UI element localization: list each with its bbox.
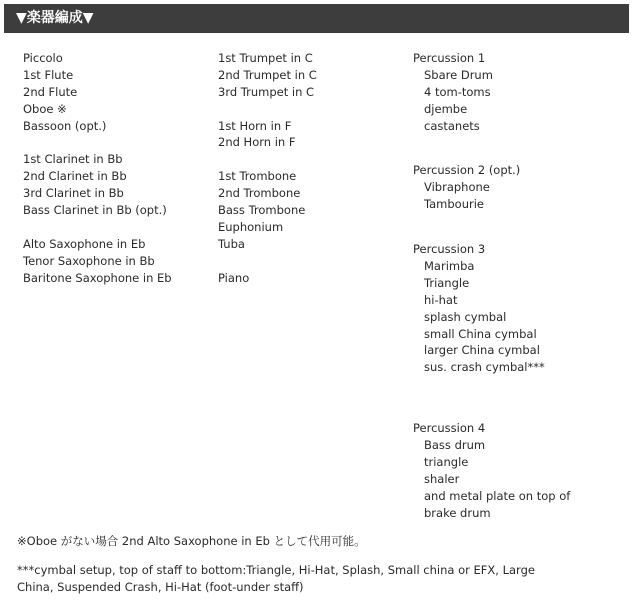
instrument-item: Vibraphone <box>424 180 490 195</box>
instrument-item: Bassoon (opt.) <box>23 118 107 133</box>
instrument-item: triangle <box>424 455 469 470</box>
instrument-item: castanets <box>424 118 480 133</box>
cymbal-footnote-line: ***cymbal setup, top of staff to bottom:Triangle, Hi-Hat, Splash, Small china or EFX, Large <box>17 563 535 577</box>
woodwinds-column <box>23 50 172 286</box>
instrument-item: Piccolo <box>23 51 63 65</box>
instrument-item: 2nd Flute <box>23 84 78 99</box>
instrument-item: Bass Clarinet in Bb (opt.) <box>23 203 167 218</box>
instrument-item: Bass drum <box>424 438 486 453</box>
instrument-item: 3rd Trumpet in C <box>218 84 315 99</box>
percussion-heading: Percussion 3 <box>413 242 486 257</box>
percussion-heading: Percussion 4 <box>413 421 486 436</box>
section-title: ▼楽器編成▼ <box>16 10 94 26</box>
percussion-column <box>413 50 570 522</box>
oboe-footnote: ※Oboe がない場合 2nd Alto Saxophone in Eb として代用可能。 <box>17 534 366 548</box>
instrument-item: Sbare Drum <box>424 67 493 82</box>
instrument-item: 1st Trombone <box>218 169 297 184</box>
instrument-item: small China cymbal <box>424 326 537 341</box>
instrument-item: brake drum <box>424 505 491 520</box>
instrument-item: 1st Trumpet in C <box>218 51 313 65</box>
percussion-heading: Percussion 2 (opt.) <box>413 163 521 178</box>
instrument-item: Alto Saxophone in Eb <box>23 236 146 251</box>
instrument-item: sus. crash cymbal*** <box>424 360 545 375</box>
instrument-item: 1st Clarinet in Bb <box>23 152 123 167</box>
instrument-item: Triangle <box>424 275 470 290</box>
instrument-item: 4 tom-toms <box>424 84 491 99</box>
instrument-item: 1st Flute <box>23 67 74 82</box>
cymbal-footnote <box>17 562 535 596</box>
brass-column <box>218 50 317 286</box>
instrument-item: Baritone Saxophone in Eb <box>23 270 172 285</box>
instrument-item: 3rd Clarinet in Bb <box>23 186 124 201</box>
instrument-item: Tambourie <box>424 197 484 212</box>
instrument-item: djembe <box>424 101 468 116</box>
instrument-item: Piano <box>218 270 250 285</box>
instrument-item: splash cymbal <box>424 309 507 324</box>
instrument-item: larger China cymbal <box>424 343 540 358</box>
cymbal-footnote-line: China, Suspended Crash, Hi-Hat (foot-under staff) <box>17 579 304 594</box>
instrument-item: 2nd Horn in F <box>218 135 296 150</box>
instrument-item: 1st Horn in F <box>218 118 292 133</box>
instrument-item: Euphonium <box>218 219 284 234</box>
instrument-item: Oboe ※ <box>23 101 67 116</box>
instrument-item: Bass Trombone <box>218 203 306 218</box>
percussion-heading: Percussion 1 <box>413 51 486 65</box>
instrument-item: 2nd Trumpet in C <box>218 67 317 82</box>
instrument-item: hi-hat <box>424 292 458 307</box>
instrument-item: Marimba <box>424 259 475 274</box>
instrument-item: 2nd Clarinet in Bb <box>23 169 127 184</box>
instrument-item: and metal plate on top of <box>424 488 571 503</box>
instrument-item: 2nd Trombone <box>218 186 301 201</box>
section-header <box>4 4 629 33</box>
instrument-item: Tuba <box>218 236 245 251</box>
instrument-item: Tenor Saxophone in Bb <box>23 253 155 268</box>
instrument-item: shaler <box>424 471 460 486</box>
